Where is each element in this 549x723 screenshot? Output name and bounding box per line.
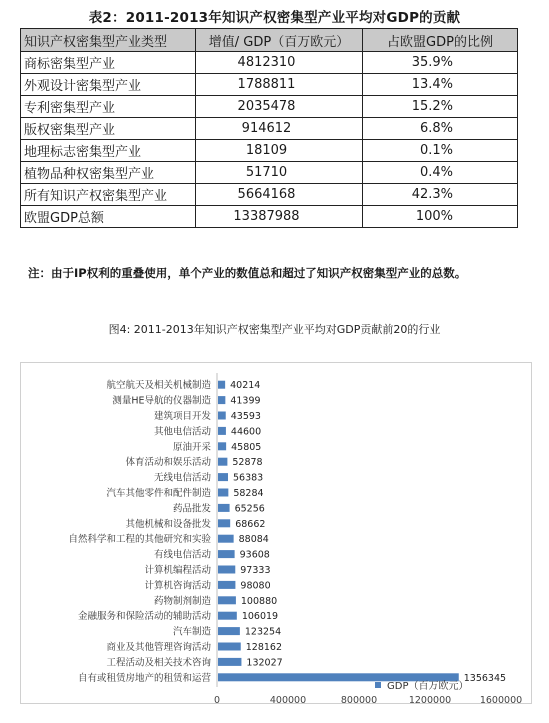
table-title: 表2：2011-2013年知识产权密集型产业平均对GDP的贡献 — [88, 10, 461, 26]
table-row — [21, 140, 518, 162]
category-label: 有线电信活动 — [153, 549, 211, 561]
bar — [218, 412, 226, 420]
category-label: 无线电信活动 — [153, 472, 211, 484]
header-industry-type: 知识产权密集型产业类型 — [21, 29, 196, 52]
table-row — [21, 74, 518, 96]
data-label: 123254 — [244, 626, 282, 638]
bar — [218, 566, 235, 574]
table-row — [21, 206, 518, 228]
bar — [218, 458, 227, 466]
row-share: 6.8% — [363, 118, 518, 140]
data-label: 98080 — [240, 580, 271, 592]
row-share: 15.2% — [363, 96, 518, 118]
figure-caption: 图4: 2011-2013年知识产权密集型产业平均对GDP贡献前20的行业 — [108, 323, 441, 336]
x-tick-label: 400000 — [269, 695, 307, 703]
row-share: 42.3% — [363, 184, 518, 206]
category-label: 其他电信活动 — [153, 426, 211, 438]
ip-contribution-table — [20, 28, 518, 228]
bar — [218, 489, 228, 497]
row-value: 18109 — [196, 140, 363, 162]
data-label: 43593 — [230, 411, 261, 422]
table-note: 注：由于IP权利的重叠使用，单个产业的数值总和超过了知识产权密集型产业的总数。 — [28, 266, 467, 280]
data-label: 1356345 — [463, 672, 507, 684]
bar — [218, 550, 235, 558]
table-row — [21, 162, 518, 184]
bar — [218, 658, 241, 666]
row-value: 5664168 — [196, 184, 363, 206]
table-row — [21, 96, 518, 118]
x-tick-label: 1600000 — [479, 695, 523, 703]
category-label: 体育活动和娱乐活动 — [125, 457, 211, 469]
data-label: 106019 — [241, 611, 279, 623]
bar — [218, 442, 226, 450]
data-label: 88084 — [238, 534, 269, 546]
data-label: 52878 — [232, 457, 263, 469]
row-share: 0.4% — [363, 162, 518, 184]
category-label: 商业及其他管理咨询活动 — [106, 642, 211, 653]
category-label: 航空航天及相关机械制造 — [106, 380, 211, 392]
row-industry: 版权密集型产业 — [21, 118, 196, 140]
row-industry: 植物品种权密集型产业 — [21, 162, 196, 184]
bar — [218, 396, 225, 404]
bar — [218, 643, 241, 651]
row-value: 2035478 — [196, 96, 363, 118]
data-label: 44600 — [230, 426, 262, 438]
table-row — [21, 118, 518, 140]
row-industry: 所有知识产权密集型产业 — [21, 184, 196, 206]
row-industry: 商标密集型产业 — [21, 52, 196, 74]
row-share: 100% — [363, 206, 518, 228]
data-label: 93608 — [239, 549, 270, 561]
bar — [218, 519, 230, 527]
data-label: 97333 — [240, 565, 271, 576]
category-label: 原油开采 — [172, 441, 211, 453]
category-label: 计算机咨询活动 — [144, 580, 211, 592]
bar — [218, 581, 235, 589]
bar — [218, 535, 234, 543]
category-label: 汽车其他零件和配件制造 — [106, 488, 211, 499]
table-header-row — [21, 29, 518, 52]
data-label: 100880 — [240, 595, 278, 607]
row-industry: 欧盟GDP总额 — [21, 206, 196, 228]
category-label: 药品批发 — [172, 503, 211, 515]
data-label: 128162 — [245, 642, 283, 653]
category-label: 建筑项目开发 — [153, 411, 211, 422]
header-eu-share: 占欧盟GDP的比例 — [363, 29, 518, 52]
category-label: 自然科学和工程的其他研究和实验 — [68, 534, 211, 546]
bar — [218, 612, 237, 620]
data-label: 65256 — [234, 503, 265, 515]
row-share: 35.9% — [363, 52, 518, 74]
row-share: 13.4% — [363, 74, 518, 96]
data-label: 45805 — [231, 441, 262, 453]
row-value: 914612 — [196, 118, 363, 140]
category-label: 计算机编程活动 — [144, 565, 211, 576]
row-industry: 地理标志密集型产业 — [21, 140, 196, 162]
bar-chart-frame — [20, 362, 532, 704]
row-value: 1788811 — [196, 74, 363, 96]
row-value: 51710 — [196, 162, 363, 184]
category-label: 自有或租赁房地产的租赁和运营 — [77, 672, 211, 684]
bar — [218, 627, 240, 635]
bar — [218, 381, 225, 389]
data-label: 41399 — [230, 395, 261, 407]
chart-legend — [375, 677, 468, 692]
category-label: 其他机械和设备批发 — [125, 518, 211, 530]
data-label: 40214 — [230, 380, 261, 392]
legend-label: GDP（百万欧元） — [387, 681, 469, 692]
bar — [218, 504, 230, 512]
table-row — [21, 184, 518, 206]
data-label: 58284 — [233, 488, 264, 499]
x-tick-label: 800000 — [340, 695, 378, 703]
header-value-added: 增值/ GDP（百万欧元） — [196, 29, 363, 52]
x-tick-label: 1200000 — [408, 695, 452, 703]
category-label: 药物制剂制造 — [153, 595, 211, 607]
category-label: 测量HE导航的仪器制造 — [112, 395, 211, 407]
row-value: 13387988 — [196, 206, 363, 228]
category-label: 工程活动及相关技术咨询 — [106, 657, 211, 669]
data-label: 56383 — [233, 472, 264, 484]
row-share: 0.1% — [363, 140, 518, 162]
category-label: 金融服务和保险活动的辅助活动 — [77, 611, 211, 623]
data-label: 132027 — [246, 657, 283, 669]
legend-swatch — [375, 682, 381, 688]
row-value: 4812310 — [196, 52, 363, 74]
bar-chart — [21, 363, 531, 703]
x-tick-label: 0 — [213, 695, 221, 703]
table-row — [21, 52, 518, 74]
row-industry: 专利密集型产业 — [21, 96, 196, 118]
data-label: 68662 — [235, 518, 266, 530]
bar — [218, 427, 226, 435]
bar — [218, 596, 236, 604]
bar — [218, 473, 228, 481]
category-label: 汽车制造 — [172, 626, 211, 638]
row-industry: 外观设计密集型产业 — [21, 74, 196, 96]
